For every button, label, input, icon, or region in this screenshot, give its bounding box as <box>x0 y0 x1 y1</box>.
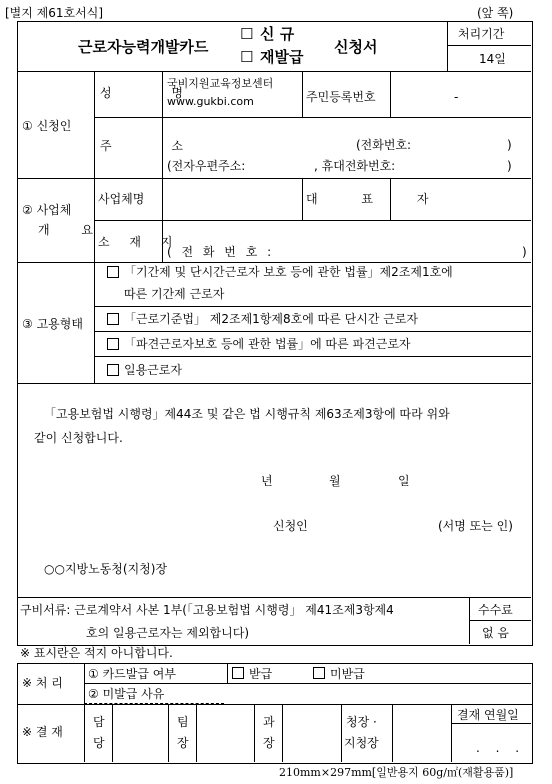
employment-option-label: 「근로기준법」 제2조제1항제8호에 따른 단시간 근로자 <box>124 312 419 326</box>
address-input[interactable] <box>163 118 531 160</box>
approval-section-label: ※ 결 재 <box>22 725 63 739</box>
reissue-checkbox[interactable]: ☐ <box>240 48 254 66</box>
not-issued-label: 미받급 <box>330 667 365 681</box>
address-label: 주 소 <box>100 139 211 153</box>
name-input[interactable] <box>163 72 302 117</box>
issued-label: 받급 <box>249 667 273 681</box>
signature-hint: (서명 또는 인) <box>438 519 513 533</box>
phone-close: ) <box>507 138 512 152</box>
representative-input[interactable] <box>391 179 531 220</box>
approval-director-label-2: 지청장 <box>344 736 379 750</box>
name-value-url: www.gukbi.com <box>167 95 254 108</box>
rrn-separator: - <box>454 90 459 104</box>
mobile-close: ) <box>507 159 512 173</box>
form-number: [별지 제61호서식] <box>5 6 103 20</box>
approval-staff-label: 담 <box>93 715 105 729</box>
applicant-signature-label: 신청인 <box>273 519 308 533</box>
phone-label: (전화번호: <box>356 138 412 152</box>
approval-section-chief-label: 과 <box>263 715 275 729</box>
paper-spec: 210mm×297mm[일반용지 60g/㎡(재활용품)] <box>279 766 514 779</box>
date-day-label: 일 <box>398 474 410 488</box>
employment-section-label: ③ 고용형태 <box>22 317 83 331</box>
option-reissue-label: 재발급 <box>260 48 304 66</box>
note-text: ※ 표시란은 적지 아니합니다. <box>20 646 173 660</box>
company-name-input[interactable] <box>163 179 302 220</box>
date-year-label: 년 <box>261 474 273 488</box>
mobile-label: , 휴대전화번호: <box>314 159 396 173</box>
representative-label: 대 표 자 <box>306 192 449 206</box>
employment-option-label: 따른 기간제 근로자 <box>124 287 225 301</box>
date-month-label: 월 <box>329 474 341 488</box>
processing-section-label: ※ 처 리 <box>22 676 63 690</box>
employment-option-label: 「파견근로자보호 등에 관한 법률」에 따른 파견근로자 <box>124 337 411 351</box>
issued-checkbox[interactable] <box>232 667 244 679</box>
employment-option-checkbox[interactable] <box>107 313 119 325</box>
rrn-input[interactable] <box>391 72 531 117</box>
workplace-section-label: ② 사업체 <box>22 203 72 217</box>
approval-date-label: 결재 연월일 <box>457 708 519 722</box>
workplace-phone-close: ) <box>522 245 527 259</box>
approval-staff-label-2: 당 <box>93 736 105 750</box>
location-label: 소 재 지 <box>98 235 181 249</box>
processing-period-value: 14일 <box>479 52 506 66</box>
approval-team-leader-label-2: 장 <box>177 736 189 750</box>
required-documents: 구비서류: 근로계약서 사본 1부(「고용보험법 시행령」 제41조제3항제4 <box>20 603 394 617</box>
workplace-section-label-2: 개 요 <box>38 223 107 237</box>
approval-date-value: . . . <box>476 741 526 755</box>
required-documents-2: 호의 일용근로자는 제외합니다) <box>86 626 250 640</box>
applicant-section-label: ① 신청인 <box>22 119 72 133</box>
name-value: 국비지원교육정보센터 <box>167 77 274 90</box>
page-side-label: (앞 쪽) <box>477 6 514 20</box>
fee-label: 수수료 <box>478 603 513 617</box>
employment-option-checkbox[interactable] <box>107 364 119 376</box>
option-new-label: 신 규 <box>260 25 295 43</box>
employment-option-checkbox[interactable] <box>107 338 119 350</box>
not-issued-reason-input[interactable] <box>227 684 531 703</box>
employment-option-label: 일용근로자 <box>124 363 182 377</box>
card-issue-label: ① 카드발급 여부 <box>88 667 176 681</box>
not-issued-reason-label: ② 미발급 사유 <box>88 687 165 701</box>
approval-director-label: 청장 · <box>346 715 377 729</box>
declaration-text-2: 같이 신청합니다. <box>34 431 123 445</box>
form-title: 근로자능력개발카드 <box>78 38 209 56</box>
rrn-label: 주민등록번호 <box>306 90 376 104</box>
fee-value: 없 음 <box>482 626 509 640</box>
processing-period-label: 처리기간 <box>458 27 505 41</box>
email-label: (전자우편주소: <box>167 159 246 173</box>
employment-option-checkbox[interactable] <box>107 266 119 278</box>
employment-option-label: 「기간제 및 단시간근로자 보호 등에 관한 법률」제2조제1호에 <box>124 265 453 279</box>
declaration-text: 「고용보험법 시행령」제44조 및 같은 법 시행규칙 제63조제3항에 따라 위와 <box>44 407 450 421</box>
approval-section-chief-label-2: 장 <box>263 736 275 750</box>
approval-team-leader-label: 팀 <box>177 715 189 729</box>
name-label: 성 명 <box>100 86 211 100</box>
form-title-suffix: 신청서 <box>334 38 378 56</box>
approval-box <box>17 704 533 764</box>
addressee: ○○지방노동청(지청)장 <box>44 562 168 576</box>
workplace-phone-label: ( 전 화 번 호 : <box>167 245 275 259</box>
not-issued-checkbox[interactable] <box>313 667 325 679</box>
company-name-label: 사업체명 <box>98 192 145 206</box>
new-checkbox[interactable]: ☐ <box>240 25 254 43</box>
